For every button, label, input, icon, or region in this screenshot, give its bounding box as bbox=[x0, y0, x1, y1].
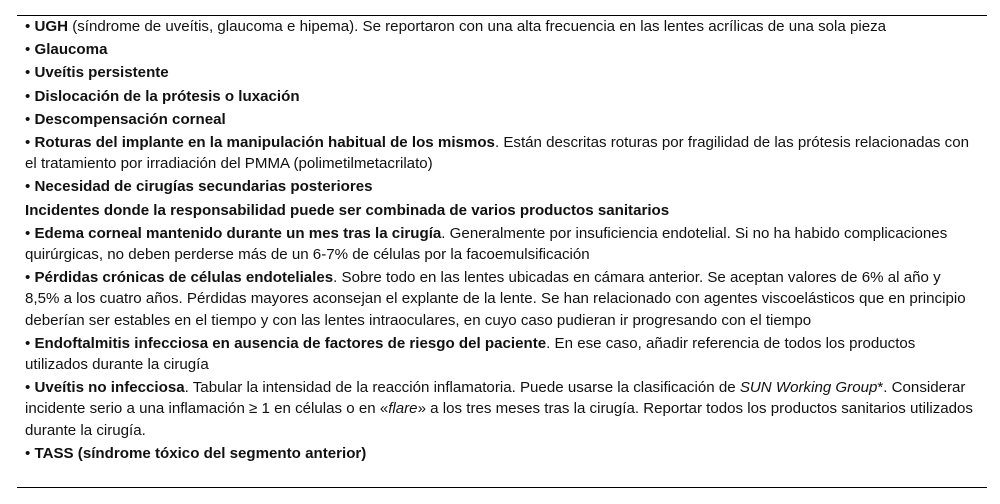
list-item: • Necesidad de cirugías secundarias posteriores bbox=[25, 178, 373, 196]
document-content bbox=[25, 16, 973, 466]
list-item: • Dislocación de la prótesis o luxación bbox=[25, 87, 300, 105]
list-item: • Uveítis no infecciosa. Tabular la intensidad de la reacción inflamatoria. Puede usarse la clasificación de SUN Working Group*. Considerar incidente serio a una inflamación ≥ 1 en células o en «flare» a los tres meses tras la cirugía. Reportar todos los productos sanitarios utilizados durante la cirugía. bbox=[25, 379, 973, 439]
list-item: • TASS (síndrome tóxico del segmento anterior) bbox=[25, 444, 367, 462]
list-item: • UGH (síndrome de uveítis, glaucoma e hipema). Se reportaron con una alta frecuencia en las lentes acrílicas de una sola pieza bbox=[25, 18, 887, 35]
section-heading: Incidentes donde la responsabilidad puede ser combinada de varios productos sanitarios bbox=[25, 201, 670, 219]
list-item: • Endoftalmitis infecciosa en ausencia de factores de riesgo del paciente. En ese caso, añadir referencia de todos los productos utilizados durante la cirugía bbox=[25, 334, 916, 374]
list-item: • Edema corneal mantenido durante un mes tras la cirugía. Generalmente por insuficiencia endotelial. Si no ha habido complicaciones quirúrgicas, no deben perderse más de un 6-7% de células por la facoemulsificación bbox=[25, 224, 948, 264]
list-item: • Glaucoma bbox=[25, 41, 108, 59]
list-item: • Roturas del implante en la manipulación habitual de los mismos. Están descritas roturas por fragilidad de las prótesis relacionadas con el tratamiento por irradiación del PMMA (polimetilmetacrilato) bbox=[25, 134, 969, 173]
list-item: • Uveítis persistente bbox=[25, 64, 169, 82]
list-item: • Pérdidas crónicas de células endoteliales. Sobre todo en las lentes ubicadas en cámara anterior. Se aceptan valores de 6% al año y 8,5% a los cuatro años. Pérdidas mayores aconsejan el explante de la lente. Se han relacionado con agentes viscoelásticos que en principio deberían ser estables en el tiempo y con las lentes intraoculares, en cuyo caso pudieran ir progresando con el tiempo bbox=[25, 269, 966, 329]
list-item: • Descompensación corneal bbox=[25, 110, 226, 128]
